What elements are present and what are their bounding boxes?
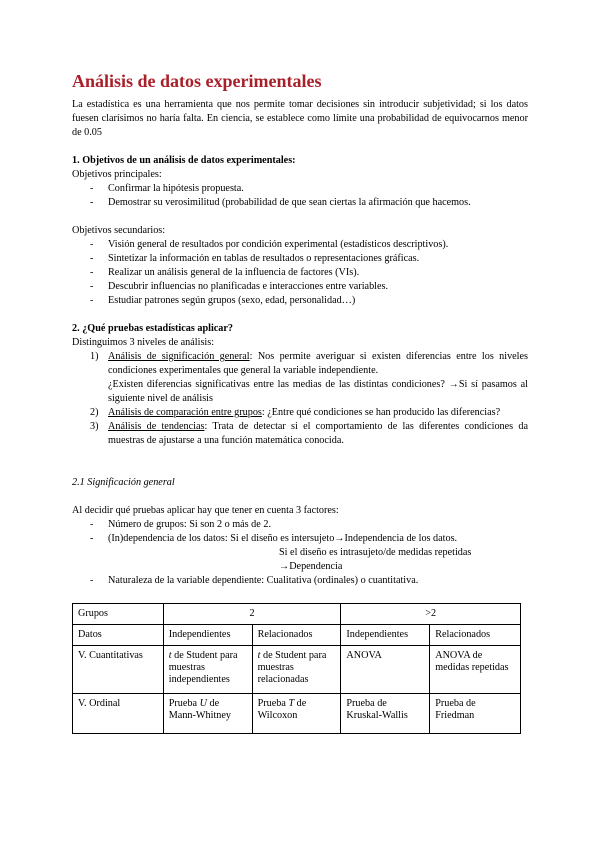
page-title: Análisis de datos experimentales: [72, 71, 322, 91]
section21-heading: 2.1 Significación general: [72, 477, 175, 488]
level-term: Análisis de comparación entre grupos: [108, 407, 262, 418]
table-cell: Prueba de Friedman: [430, 694, 521, 734]
table-cell: V. Cuantitativas: [73, 646, 164, 694]
dependence-line-1: (In)dependencia de los datos: Si el diseño es intersujeto→Independencia de los datos.: [108, 533, 458, 544]
table-cell: Grupos: [73, 604, 164, 625]
main-objectives-label: Objetivos principales:: [72, 169, 162, 180]
list-item: - Sintetizar la información en tablas de resultados o representaciones gráficas.: [72, 252, 528, 266]
level-term: Análisis de significación general: [108, 351, 250, 362]
list-item: [72, 420, 528, 448]
table-cell: t de Student para muestras independientes: [163, 646, 252, 694]
table-cell: t de Student para muestras relacionadas: [252, 646, 341, 694]
list-item: [72, 350, 528, 406]
secondary-objectives-label: Objetivos secundarios:: [72, 225, 166, 236]
section1-heading: 1. Objetivos de un análisis de datos experimentales:: [72, 155, 296, 166]
table-row: [73, 604, 521, 625]
table-cell: Prueba de Kruskal-Wallis: [341, 694, 430, 734]
level-extra: ¿Existen diferencias significativas entre las medias de las distintas condiciones? →Si sí pasamos al siguiente nivel de análisis: [108, 379, 528, 404]
tests-table: [72, 603, 521, 734]
section21-intro: Al decidir qué pruebas aplicar hay que tener en cuenta 3 factores:: [72, 505, 339, 516]
main-objectives-list: [72, 182, 528, 210]
level-text: : Nos permite averiguar si existen diferencias entre los niveles condiciones experimentales que general la variable independiente.: [108, 351, 528, 376]
list-item: [72, 532, 528, 574]
table-cell: >2: [341, 604, 521, 625]
section2-heading: 2. ¿Qué pruebas estadísticas aplicar?: [72, 323, 234, 334]
level-text: : ¿Entre qué condiciones se han producido las diferencias?: [261, 407, 501, 418]
list-number: 3): [90, 421, 99, 432]
dependence-line-2: Si el diseño es intrasujeto/de medidas repetidas →Dependencia: [279, 547, 472, 572]
list-item: - Descubrir influencias no planificadas e interacciones entre variables.: [72, 280, 528, 294]
list-item: - Visión general de resultados por condición experimental (estadísticos descriptivos).: [72, 238, 528, 252]
table-row: [73, 694, 521, 734]
table-cell: Prueba U de Mann-Whitney: [163, 694, 252, 734]
secondary-objectives-list: [72, 238, 528, 308]
level-text: : Trata de detectar si el comportamiento de las diferentes condiciones da muestras de ajustarse a una función matemática conocida.: [108, 421, 528, 446]
list-item: - Confirmar la hipótesis propuesta.: [72, 182, 528, 196]
list-item: - Realizar un análisis general de la influencia de factores (VIs).: [72, 266, 528, 280]
table-row: [73, 625, 521, 646]
list-item: - Estudiar patrones según grupos (sexo, edad, personalidad…): [72, 294, 528, 308]
table-cell: Datos: [73, 625, 164, 646]
table-cell: V. Ordinal: [73, 694, 164, 734]
level-term: Análisis de tendencias: [108, 421, 205, 432]
list-item: [72, 406, 528, 420]
table-row: [73, 646, 521, 694]
list-item: - Demostrar su verosimilitud (probabilidad de que sean ciertas la afirmación que hacemos.: [72, 196, 528, 210]
list-number: 2): [90, 407, 99, 418]
table-cell: ANOVA: [341, 646, 430, 694]
table-cell: Independientes: [163, 625, 252, 646]
table-cell: Relacionados: [252, 625, 341, 646]
list-item: - Naturaleza de la variable dependiente: Cualitativa (ordinales) o cuantitativa.: [72, 574, 528, 588]
table-cell: 2: [163, 604, 341, 625]
table-cell: ANOVA de medidas repetidas: [430, 646, 521, 694]
table-cell: Independientes: [341, 625, 430, 646]
list-item: - Número de grupos: Si son 2 o más de 2.: [72, 518, 528, 532]
list-number: 1): [90, 351, 99, 362]
intro-paragraph: La estadística es una herramienta que nos permite tomar decisiones sin introducir subjetividad; si los datos fuesen clarísimos no haría falta. En ciencia, se establece como límite una probabilidad de equivocarnos menor de 0.05: [72, 99, 528, 138]
analysis-levels-list: [72, 350, 528, 448]
factors-list: [72, 518, 528, 588]
table-cell: Prueba T de Wilcoxon: [252, 694, 341, 734]
section2-intro: Distinguimos 3 niveles de análisis:: [72, 337, 215, 348]
table-cell: Relacionados: [430, 625, 521, 646]
